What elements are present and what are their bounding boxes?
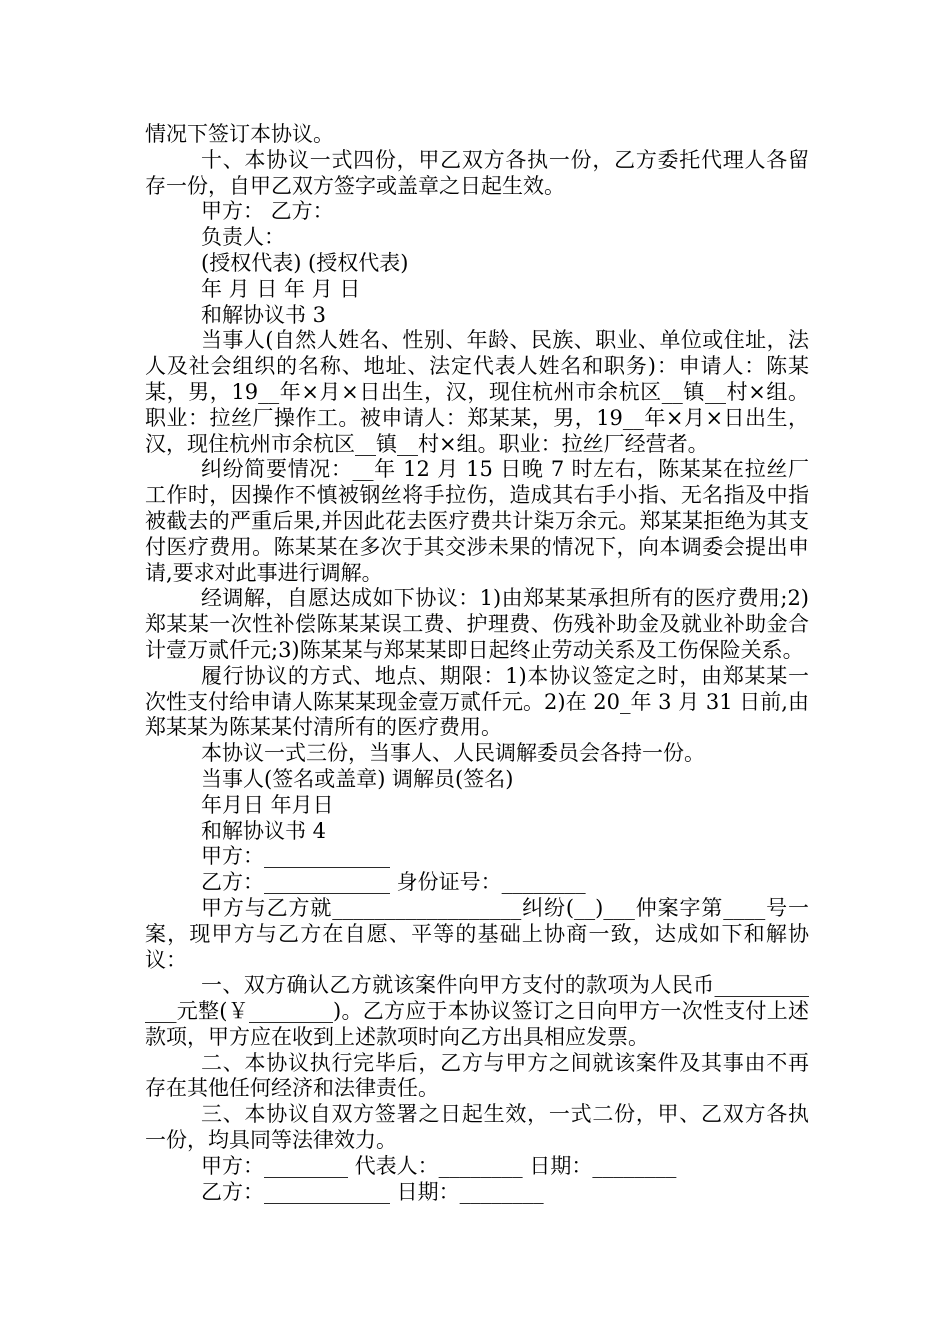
paragraph-clause-two: 二、本协议执行完毕后，乙方与甲方之间就该案件及其事由不再存在其他任何经济和法律责任。 — [145, 1050, 809, 1101]
document-body — [145, 122, 809, 1205]
paragraph-clause-one: 一、双方确认乙方就该案件向甲方支付的款项为人民币____________元整(￥________)。乙方应于本协议签订之日向甲方一次性支付上述款项，甲方应在收到上述款项时向乙方出具相应发票。 — [145, 973, 809, 1049]
paragraph-parties: 当事人(自然人姓名、性别、年龄、民族、职业、单位或住址，法人及社会组织的名称、地址、法定代表人姓名和职务)：申请人：陈某某，男，19__年×月×日出生，汉，现住杭州市余杭区__镇__村×组。职业：拉丝厂操作工。被申请人：郑某某，男，19__年×月×日出生，汉，现住杭州市余杭区__镇__村×组。职业：拉丝厂经营者。 — [145, 328, 809, 456]
paragraph-clause-ten: 十、本协议一式四份，甲乙双方各执一份，乙方委托代理人各留存一份，自甲乙双方签字或盖章之日起生效。 — [145, 147, 809, 198]
signature-mediation-line: 当事人(签名或盖章) 调解员(签名) — [201, 766, 514, 791]
paragraph-copies: 本协议一式三份，当事人、人民调解委员会各持一份。 — [201, 741, 705, 766]
signature-party-a-line: 甲方：________ 代表人：________ 日期：________ — [201, 1153, 677, 1178]
signature-party-b-line: 乙方：____________ 日期：________ — [201, 1179, 544, 1204]
signature-leader-line: 负责人： — [201, 225, 285, 250]
signature-representative-line: (授权代表) (授权代表) — [201, 250, 409, 275]
section-heading-4: 和解协议书 4 — [201, 818, 327, 843]
paragraph-clause-three: 三、本协议自双方签署之日起生效，一式二份，甲、乙双方各执一份，均具同等法律效力。 — [145, 1102, 809, 1153]
section-heading-3: 和解协议书 3 — [201, 302, 327, 327]
paragraph-performance: 履行协议的方式、地点、期限：1)本协议签定之时，由郑某某一次性支付给申请人陈某某现金壹万贰仟元。2)在 20_年 3 月 31 日前,由郑某某为陈某某付清所有的医疗费用。 — [145, 663, 809, 740]
signature-party-line: 甲方： 乙方： — [201, 199, 334, 224]
signature-mediation-date: 年月日 年月日 — [201, 792, 334, 817]
paragraph-intro-tail: 情况下签订本协议。 — [145, 122, 334, 146]
signature-date-line: 年 月 日 年 月 日 — [201, 276, 361, 301]
paragraph-case-intro: 甲方与乙方就__________________纠纷(__)___仲案字第____号一案，现甲方与乙方在自愿、平等的基础上协商一致，达成如下和解协议： — [145, 895, 809, 972]
party-a-field: 甲方：____________ — [201, 844, 390, 869]
paragraph-agreement-terms: 经调解，自愿达成如下协议：1)由郑某某承担所有的医疗费用;2)郑某某一次性补偿陈某某误工费、护理费、伤残补助金及就业补助金合计壹万贰仟元;3)陈某某与郑某某即日起终止劳动关系及工伤保险关系。 — [145, 586, 809, 662]
paragraph-dispute-summary: 纠纷简要情况：__年 12 月 15 日晚 7 时左右，陈某某在拉丝厂工作时，因操作不慎被钢丝将手拉伤，造成其右手小指、无名指及中指被截去的严重后果,并因此花去医疗费共计柒万余元。郑某某拒绝为其支付医疗费用。陈某某在多次于其交涉未果的情况下，向本调委会提出申请,要求对此事进行调解。 — [145, 457, 809, 585]
party-b-field: 乙方：____________ 身份证号：________ — [201, 870, 586, 895]
